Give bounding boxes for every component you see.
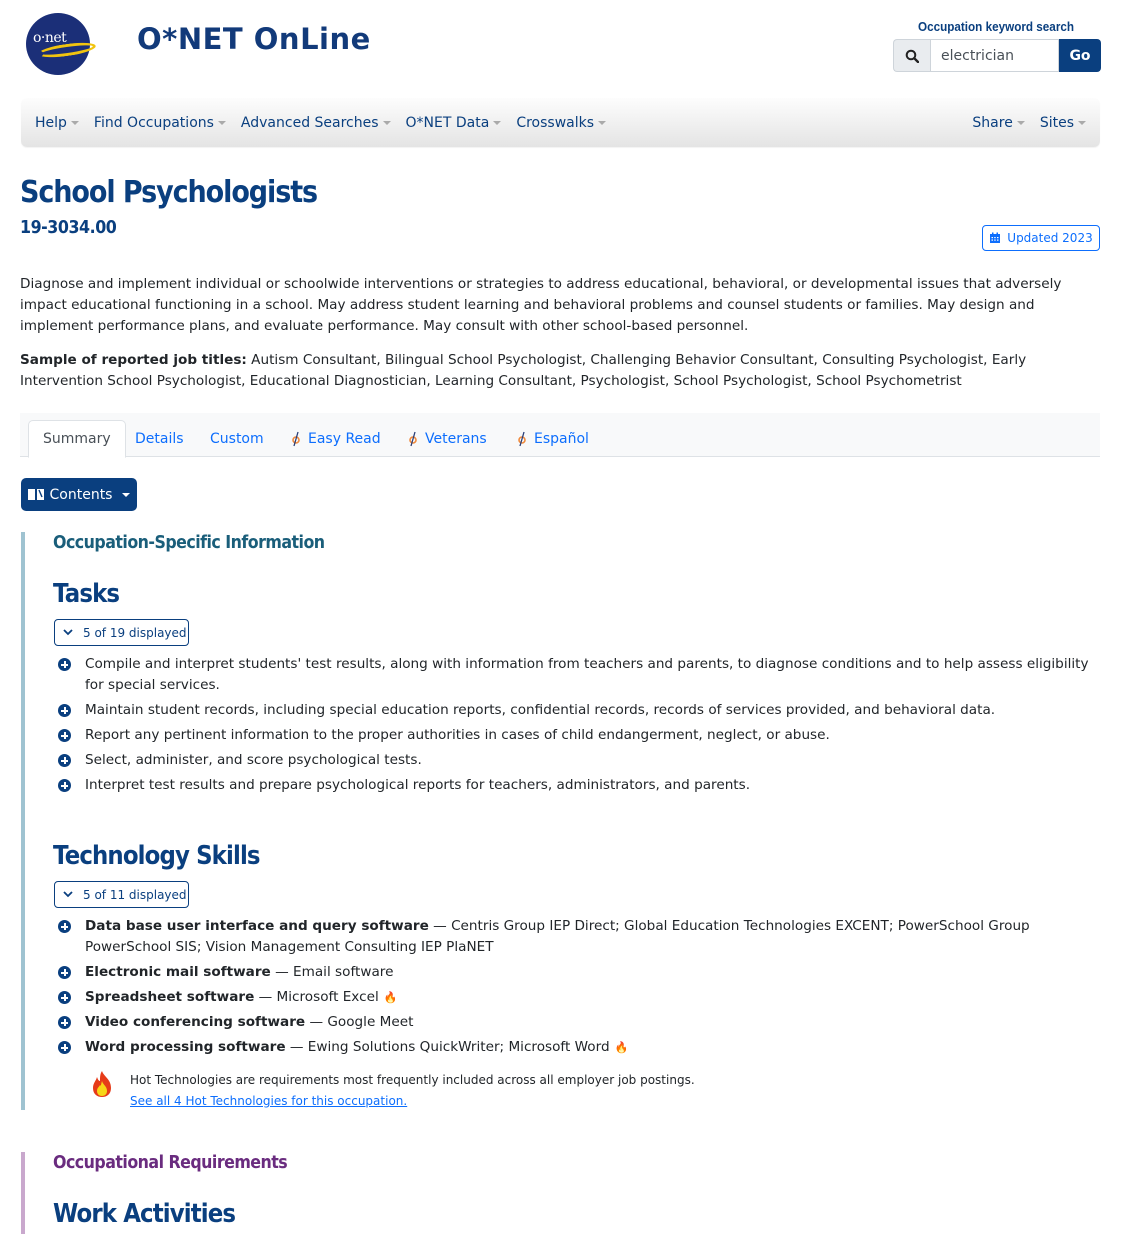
plus-circle-icon[interactable] [58, 966, 71, 979]
search-input[interactable] [930, 39, 1059, 72]
technology-skills-list [58, 916, 1098, 1062]
technology-skills-heading: Technology Skills [53, 841, 260, 871]
logo-text: o·net [33, 30, 67, 46]
tab-easy-read[interactable] [276, 420, 395, 457]
plus-circle-icon[interactable] [58, 1016, 71, 1029]
plus-circle-icon[interactable] [58, 729, 71, 742]
technology-category: Word processing software [85, 1039, 286, 1055]
sample-titles-list: Autism Consultant, Bilingual School Psychologist, Challenging Behavior Consultant, Consulting Psychologist, Early Intervention School Psychologist, Educational Diagnostician, Learning Consultant, Psychologist, School Psychologist, School Psychometrist [20, 352, 1027, 389]
task-text: Interpret test results and prepare psychological reports for teachers, administrators, and parents. [85, 777, 751, 793]
tasks-list [58, 654, 1098, 800]
technology-examples: — Centris Group IEP Direct; Global Education Technologies EXCENT; PowerSchool Group PowerSchool SIS; Vision Management Consulting IEP PlaNET [85, 918, 1030, 955]
work-activities-heading: Work Activities [53, 1199, 236, 1229]
calendar-icon [989, 232, 1001, 244]
tab-label: Summary [43, 431, 111, 447]
nav-label: Sites [1039, 114, 1074, 131]
technology-examples: — Google Meet [305, 1014, 414, 1030]
section-label-occupational-requirements: Occupational Requirements [53, 1152, 288, 1173]
site-title[interactable]: O*NET OnLine [137, 22, 371, 56]
search-go-button[interactable]: Go [1059, 39, 1101, 72]
search-label: Occupation keyword search [917, 19, 1075, 34]
plus-circle-icon[interactable] [58, 920, 71, 933]
plus-circle-icon[interactable] [58, 1041, 71, 1054]
search-icon [893, 39, 930, 72]
task-text: Select, administer, and score psychological tests. [85, 752, 422, 768]
updated-label: Updated 2023 [1007, 231, 1093, 245]
technology-category: Data base user interface and query software [85, 918, 429, 934]
hot-technology-flame-icon [90, 1070, 114, 1098]
main-navbar [21, 98, 1100, 147]
nav-crosswalks[interactable] [516, 115, 606, 131]
hot-technologies-link[interactable]: See all 4 Hot Technologies for this occupation. [130, 1094, 408, 1108]
caret-down-icon [1078, 121, 1086, 125]
technology-examples: — Email software [270, 964, 394, 980]
nav-sites[interactable] [1040, 115, 1086, 131]
caret-down-icon [218, 121, 226, 125]
task-item[interactable] [58, 750, 1098, 771]
nav-share[interactable] [972, 115, 1024, 131]
contents-label: Contents [49, 486, 113, 503]
technology-examples: — Microsoft Excel [254, 989, 379, 1005]
hot-technologies-note [90, 1070, 695, 1112]
tab-espanol[interactable] [502, 420, 603, 457]
nav-advanced-searches[interactable] [241, 115, 391, 131]
tab-summary[interactable] [28, 420, 126, 458]
technology-category: Video conferencing software [85, 1014, 306, 1030]
external-tool-icon [290, 430, 302, 448]
chevron-down-icon [63, 629, 73, 636]
caret-down-icon [71, 121, 79, 125]
nav-label: Crosswalks [516, 114, 595, 131]
tasks-count-toggle[interactable] [54, 619, 189, 646]
occupation-code: 19-3034.00 [20, 217, 117, 238]
technology-item[interactable] [58, 962, 1098, 983]
contents-dropdown-button[interactable] [21, 478, 137, 511]
task-item[interactable] [58, 654, 1098, 696]
tasks-heading: Tasks [53, 579, 120, 609]
tab-label: Veterans [425, 430, 487, 447]
technology-item[interactable] [58, 987, 1098, 1008]
external-tool-icon [407, 430, 419, 448]
nav-label: O*NET Data [405, 114, 490, 131]
updated-badge[interactable] [982, 225, 1100, 251]
tab-label: Español [534, 430, 589, 447]
caret-down-icon [122, 493, 130, 497]
task-text: Report any pertinent information to the proper authorities in cases of child endangerment, neglect, or abuse. [85, 727, 830, 743]
search-form [893, 39, 1101, 72]
task-text: Maintain student records, including special education reports, confidential records, records of services provided, and behavioral data. [85, 702, 996, 718]
book-icon [28, 488, 44, 501]
technology-skills-count-toggle[interactable] [54, 881, 189, 908]
tab-details[interactable] [121, 420, 198, 457]
external-tool-icon [516, 430, 528, 448]
chevron-down-icon [63, 891, 73, 898]
nav-label: Find Occupations [93, 114, 214, 131]
technology-skills-count-label: 5 of 11 displayed [83, 887, 187, 902]
caret-down-icon [1017, 121, 1025, 125]
nav-left [35, 115, 606, 131]
plus-circle-icon[interactable] [58, 704, 71, 717]
nav-right [972, 115, 1086, 131]
tab-veterans[interactable] [393, 420, 501, 457]
section-bar-occupation-specific [21, 532, 25, 1110]
nav-help[interactable] [35, 115, 79, 131]
hot-technology-icon: 🔥 [383, 991, 398, 1004]
caret-down-icon [598, 121, 606, 125]
technology-category: Spreadsheet software [85, 989, 255, 1005]
nav-label: Share [972, 114, 1013, 131]
tab-label: Details [135, 430, 184, 447]
tasks-count-label: 5 of 19 displayed [83, 625, 187, 640]
technology-item[interactable] [58, 1012, 1098, 1033]
technology-category: Electronic mail software [85, 964, 271, 980]
occupation-description: Diagnose and implement individual or schoolwide interventions or strategies to address educational, behavioral, or developmental issues that adversely impact educational functioning in a school. May address student learning and behavioral problems and counsel students or families. May design and implement performance plans, and evaluate performance. May consult with other school-based personnel. [20, 276, 1062, 334]
tab-custom[interactable] [196, 420, 278, 457]
nav-label: Advanced Searches [240, 114, 379, 131]
nav-onet-data[interactable] [406, 115, 502, 131]
sample-titles-label: Sample of reported job titles: [20, 352, 247, 368]
section-label-occupation-specific: Occupation-Specific Information [53, 532, 325, 553]
task-item[interactable] [58, 775, 1098, 796]
plus-circle-icon[interactable] [58, 779, 71, 792]
plus-circle-icon[interactable] [58, 754, 71, 767]
section-bar-occupational-requirements [21, 1152, 25, 1234]
hot-technologies-description: Hot Technologies are requirements most frequently included across all employer job postings. [130, 1073, 695, 1087]
task-item[interactable] [58, 725, 1098, 746]
technology-examples: — Ewing Solutions QuickWriter; Microsoft Word [285, 1039, 610, 1055]
report-tabs [20, 413, 1100, 457]
caret-down-icon [383, 121, 391, 125]
task-text: Compile and interpret students' test results, along with information from teachers and parents, to diagnose conditions and to help assess eligibility for special services. [85, 656, 1089, 693]
plus-circle-icon[interactable] [58, 991, 71, 1004]
tab-label: Custom [210, 430, 264, 447]
task-item[interactable] [58, 700, 1098, 721]
nav-label: Help [35, 114, 67, 131]
plus-circle-icon[interactable] [58, 658, 71, 671]
technology-item[interactable] [58, 916, 1098, 958]
hot-technology-icon: 🔥 [614, 1041, 629, 1054]
caret-down-icon [493, 121, 501, 125]
nav-find-occupations[interactable] [94, 115, 226, 131]
sample-job-titles [20, 350, 1100, 392]
tab-label: Easy Read [308, 430, 381, 447]
technology-item[interactable] [58, 1037, 1098, 1058]
page-title: School Psychologists [20, 175, 318, 210]
